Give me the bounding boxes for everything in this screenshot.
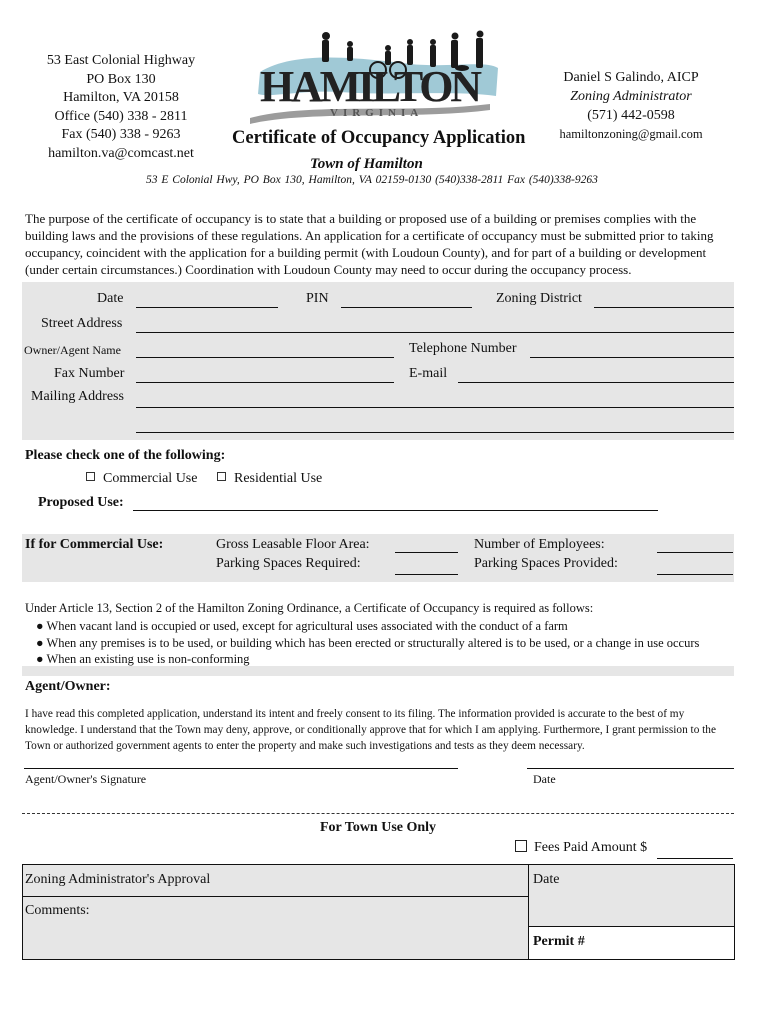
commercial-use-label: Commercial Use — [103, 471, 198, 486]
commercial-use-checkbox[interactable] — [86, 472, 95, 481]
telephone-field[interactable] — [530, 357, 734, 358]
agent-heading: Agent/Owner: — [25, 679, 111, 694]
consent-paragraph: I have read this completed application, understand its intent and freely consent to its filing. The information provided is accurate to the best of my knowledge. I understand that the Town may deny, approve, or conditionally approve that for which I am applying. Furthermore, I grant permission to the Town or authorized government agents to enter the property and make such investigations and tests as they deem necessary. — [25, 708, 716, 752]
employees-field[interactable] — [657, 552, 733, 553]
signature-field[interactable] — [24, 768, 458, 769]
zoning-district-label: Zoning District — [496, 291, 582, 306]
official-title: Zoning Administrator — [570, 89, 692, 104]
residential-use-option[interactable] — [217, 471, 322, 487]
office-email: hamilton.va@comcast.net — [48, 145, 194, 161]
gross-area-field[interactable] — [395, 552, 458, 553]
fees-paid-checkbox[interactable] — [515, 840, 527, 852]
owner-agent-name-label: Owner/Agent Name — [24, 343, 121, 357]
mailing-address-label: Mailing Address — [31, 389, 124, 404]
commercial-use-option[interactable] — [86, 471, 197, 487]
office-address-block — [36, 52, 206, 163]
telephone-label: Telephone Number — [409, 341, 517, 356]
logo-wordmark: HAMILTON — [260, 62, 482, 111]
article-intro: Under Article 13, Section 2 of the Hamilton Zoning Ordinance, a Certificate of Occupancy is required as follows: — [25, 601, 594, 615]
official-contact-block — [548, 68, 714, 144]
mailing-address-field-1[interactable] — [136, 407, 734, 408]
cut-line — [22, 813, 734, 814]
town-address: 53 E Colonial Hwy, PO Box 130, Hamilton, VA 02159-0130 (540)338-2811 Fax (540)338-9263 — [146, 174, 598, 186]
pin-field[interactable] — [341, 307, 472, 308]
proposed-use-field[interactable] — [133, 510, 658, 511]
office-street: 53 East Colonial Highway — [46, 53, 196, 68]
parking-provided-label: Parking Spaces Provided: — [474, 556, 618, 571]
signature-label: Agent/Owner's Signature — [25, 772, 147, 786]
date-label: Date — [97, 291, 124, 306]
town-date-label: Date — [533, 872, 560, 887]
signature-date-field[interactable] — [527, 768, 734, 769]
list-item: ● When an existing use is non-conforming — [36, 652, 250, 666]
purpose-paragraph: The purpose of the certificate of occupancy is to state that a building or proposed use of a building or premises complies with the building laws and the provisions of these regulations. An application for a certificate of occupancy must be submitted prior to taking occupancy, coincident with the application for a building permit (with Loudoun County), and for part of a building or development (under certain circumstances.) Coordination with Loudoun County may need to occur during the occupancy process. — [25, 211, 714, 277]
fax-number-label: Fax Number — [54, 366, 125, 381]
mailing-address-field-2[interactable] — [136, 432, 734, 433]
commercial-heading: If for Commercial Use: — [25, 537, 164, 552]
fax-number-field[interactable] — [136, 382, 394, 383]
hamilton-logo-graphic — [250, 30, 500, 125]
employees-label: Number of Employees: — [474, 537, 605, 552]
owner-agent-name-field[interactable] — [136, 357, 394, 358]
town-name: Town of Hamilton — [310, 156, 423, 172]
fees-amount-field[interactable] — [657, 858, 733, 859]
hamilton-logo — [250, 30, 500, 125]
comments-label: Comments: — [25, 903, 90, 918]
gross-area-label: Gross Leasable Floor Area: — [216, 537, 370, 552]
zoning-district-field[interactable] — [594, 307, 734, 308]
office-phone: Office (540) 338 - 2811 — [54, 108, 188, 124]
list-item: ● When any premises is to be used, or building which has been erected or structurally altered is to be used, or a change in use occurs — [36, 635, 700, 650]
email-label: E-mail — [409, 366, 448, 381]
list-item: ● When vacant land is occupied or used, except for agricultural uses associated with the conduct of a farm — [36, 619, 568, 633]
street-address-label: Street Address — [41, 316, 123, 331]
residential-use-label: Residential Use — [234, 471, 323, 486]
town-use-heading: For Town Use Only — [320, 820, 437, 835]
divider-band — [22, 666, 734, 676]
street-address-field[interactable] — [136, 332, 734, 333]
fees-paid-label: Fees Paid Amount $ — [534, 840, 648, 855]
email-field[interactable] — [458, 382, 734, 383]
pin-label: PIN — [306, 291, 329, 306]
parking-required-label: Parking Spaces Required: — [216, 556, 361, 571]
use-check-heading: Please check one of the following: — [25, 448, 226, 463]
office-fax: Fax (540) 338 - 9263 — [61, 127, 181, 142]
signature-date-label: Date — [533, 772, 556, 786]
logo-subtitle: VIRGINIA — [330, 107, 424, 119]
parking-provided-field[interactable] — [657, 574, 733, 575]
official-name: Daniel S Galindo, AICP — [563, 70, 699, 85]
official-email: hamiltonzoning@gmail.com — [559, 127, 703, 141]
proposed-use-label: Proposed Use: — [38, 495, 124, 510]
approval-label: Zoning Administrator's Approval — [25, 872, 211, 887]
parking-required-field[interactable] — [395, 574, 458, 575]
residential-use-checkbox[interactable] — [217, 472, 226, 481]
office-po-box: PO Box 130 — [86, 71, 156, 87]
date-field[interactable] — [136, 307, 278, 308]
permit-label: Permit # — [533, 934, 585, 949]
official-phone: (571) 442-0598 — [587, 108, 675, 123]
office-city: Hamilton, VA 20158 — [63, 90, 179, 105]
applicant-info-section — [22, 282, 734, 440]
article-list — [36, 618, 736, 668]
form-title: Certificate of Occupancy Application — [232, 128, 526, 148]
fees-paid-option[interactable] — [515, 840, 647, 856]
